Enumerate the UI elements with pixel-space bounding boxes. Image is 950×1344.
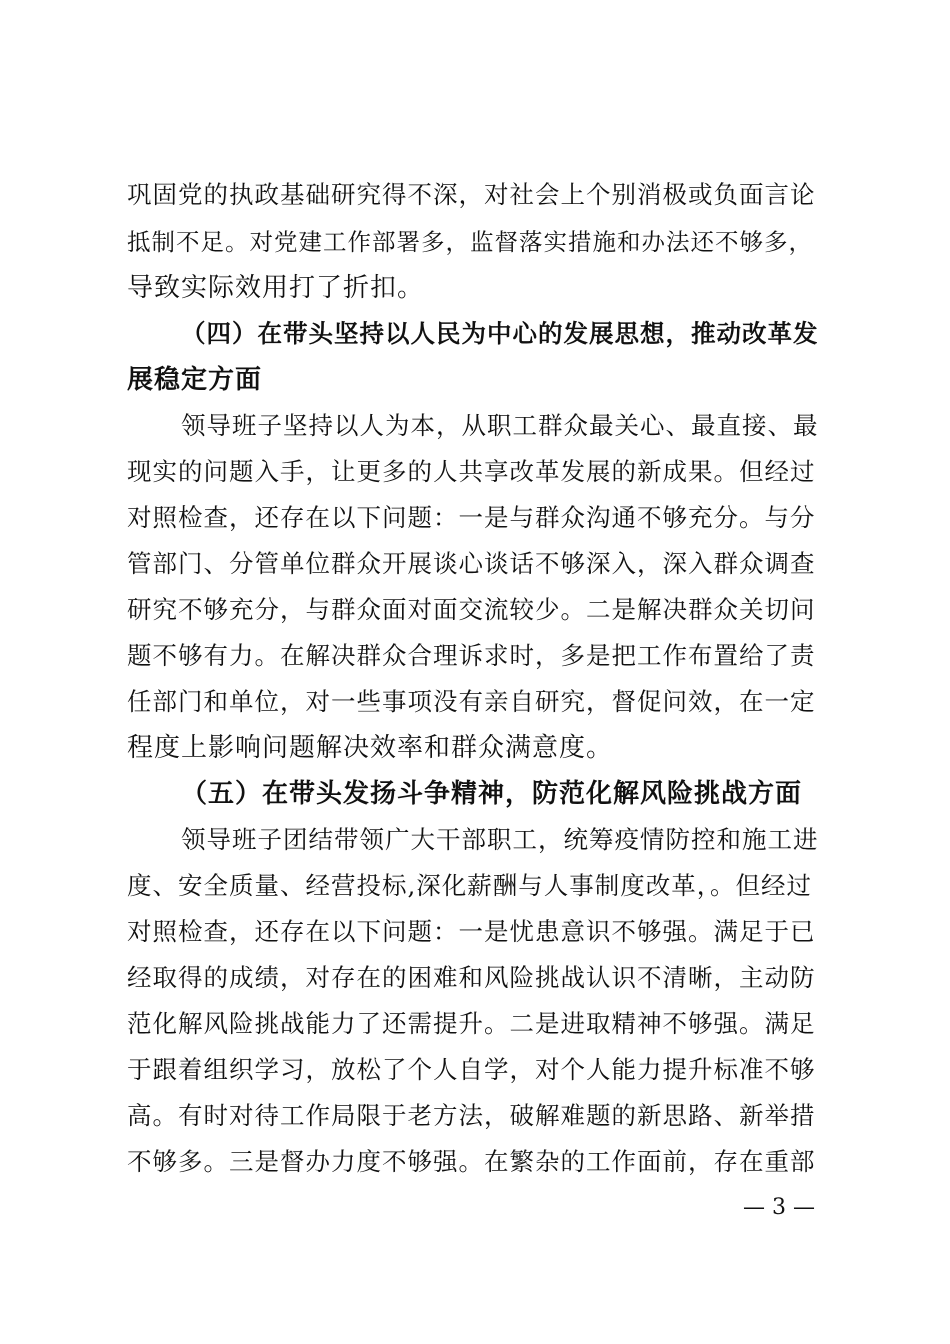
body-text-line: 任部门和单位，对一些事项没有亲自研究，督促问效，在一定 — [127, 687, 816, 716]
body-text-line: 经取得的成绩，对存在的困难和风险挑战认识不清晰，主动防 — [127, 963, 816, 992]
body-text-line: 度、安全质量、经营投标,深化薪酬与人事制度改革，。但经过 — [127, 871, 813, 900]
body-text-line: 管部门、分管单位群众开展谈心谈话不够深入，深入群众调查 — [127, 549, 816, 578]
body-text-line: 于跟着组织学习，放松了个人自学，对个人能力提升标准不够 — [127, 1055, 816, 1084]
body-text-line: 题不够有力。在解决群众合理诉求时，多是把工作布置给了责 — [127, 641, 816, 670]
body-text-line: 抵制不足。对党建工作部署多，监督落实措施和办法还不够多， — [127, 228, 813, 256]
body-text-line: 对照检查，还存在以下问题：一是忧患意识不够强。满足于已 — [127, 917, 816, 946]
body-text-line: 程度上影响问题解决效率和群众满意度。 — [127, 733, 614, 763]
body-text-line: 领导班子坚持以人为本，从职工群众最关心、最直接、最 — [181, 411, 819, 440]
body-text-line: 领导班子团结带领广大干部职工，统筹疫情防控和施工进 — [181, 825, 819, 854]
section-heading-4: （四）在带头坚持以人民为中心的发展思想，推动改革发 — [181, 319, 819, 348]
body-text-line: 现实的问题入手，让更多的人共享改革发展的新成果。但经过 — [127, 457, 816, 486]
body-text-line: 范化解风险挑战能力了还需提升。二是进取精神不够强。满足 — [127, 1009, 816, 1038]
section-heading-5: （五）在带头发扬斗争精神，防范化解风险挑战方面 — [181, 779, 803, 809]
body-text-line: 高。有时对待工作局限于老方法，破解难题的新思路、新举措 — [127, 1101, 816, 1130]
body-text-line: 导致实际效用打了折扣。 — [127, 273, 425, 303]
body-text-line: 研究不够充分，与群众面对面交流较少。二是解决群众关切问 — [127, 595, 816, 624]
page-number: — 3 — — [743, 1195, 815, 1220]
body-text-line: 巩固党的执政基础研究得不深，对社会上个别消极或负面言论 — [127, 180, 816, 209]
body-text-line: 对照检查，还存在以下问题：一是与群众沟通不够充分。与分 — [127, 503, 816, 532]
section-heading-4-continued: 展稳定方面 — [127, 365, 263, 395]
body-text-line: 不够多。三是督办力度不够强。在繁杂的工作面前，存在重部 — [127, 1147, 816, 1176]
